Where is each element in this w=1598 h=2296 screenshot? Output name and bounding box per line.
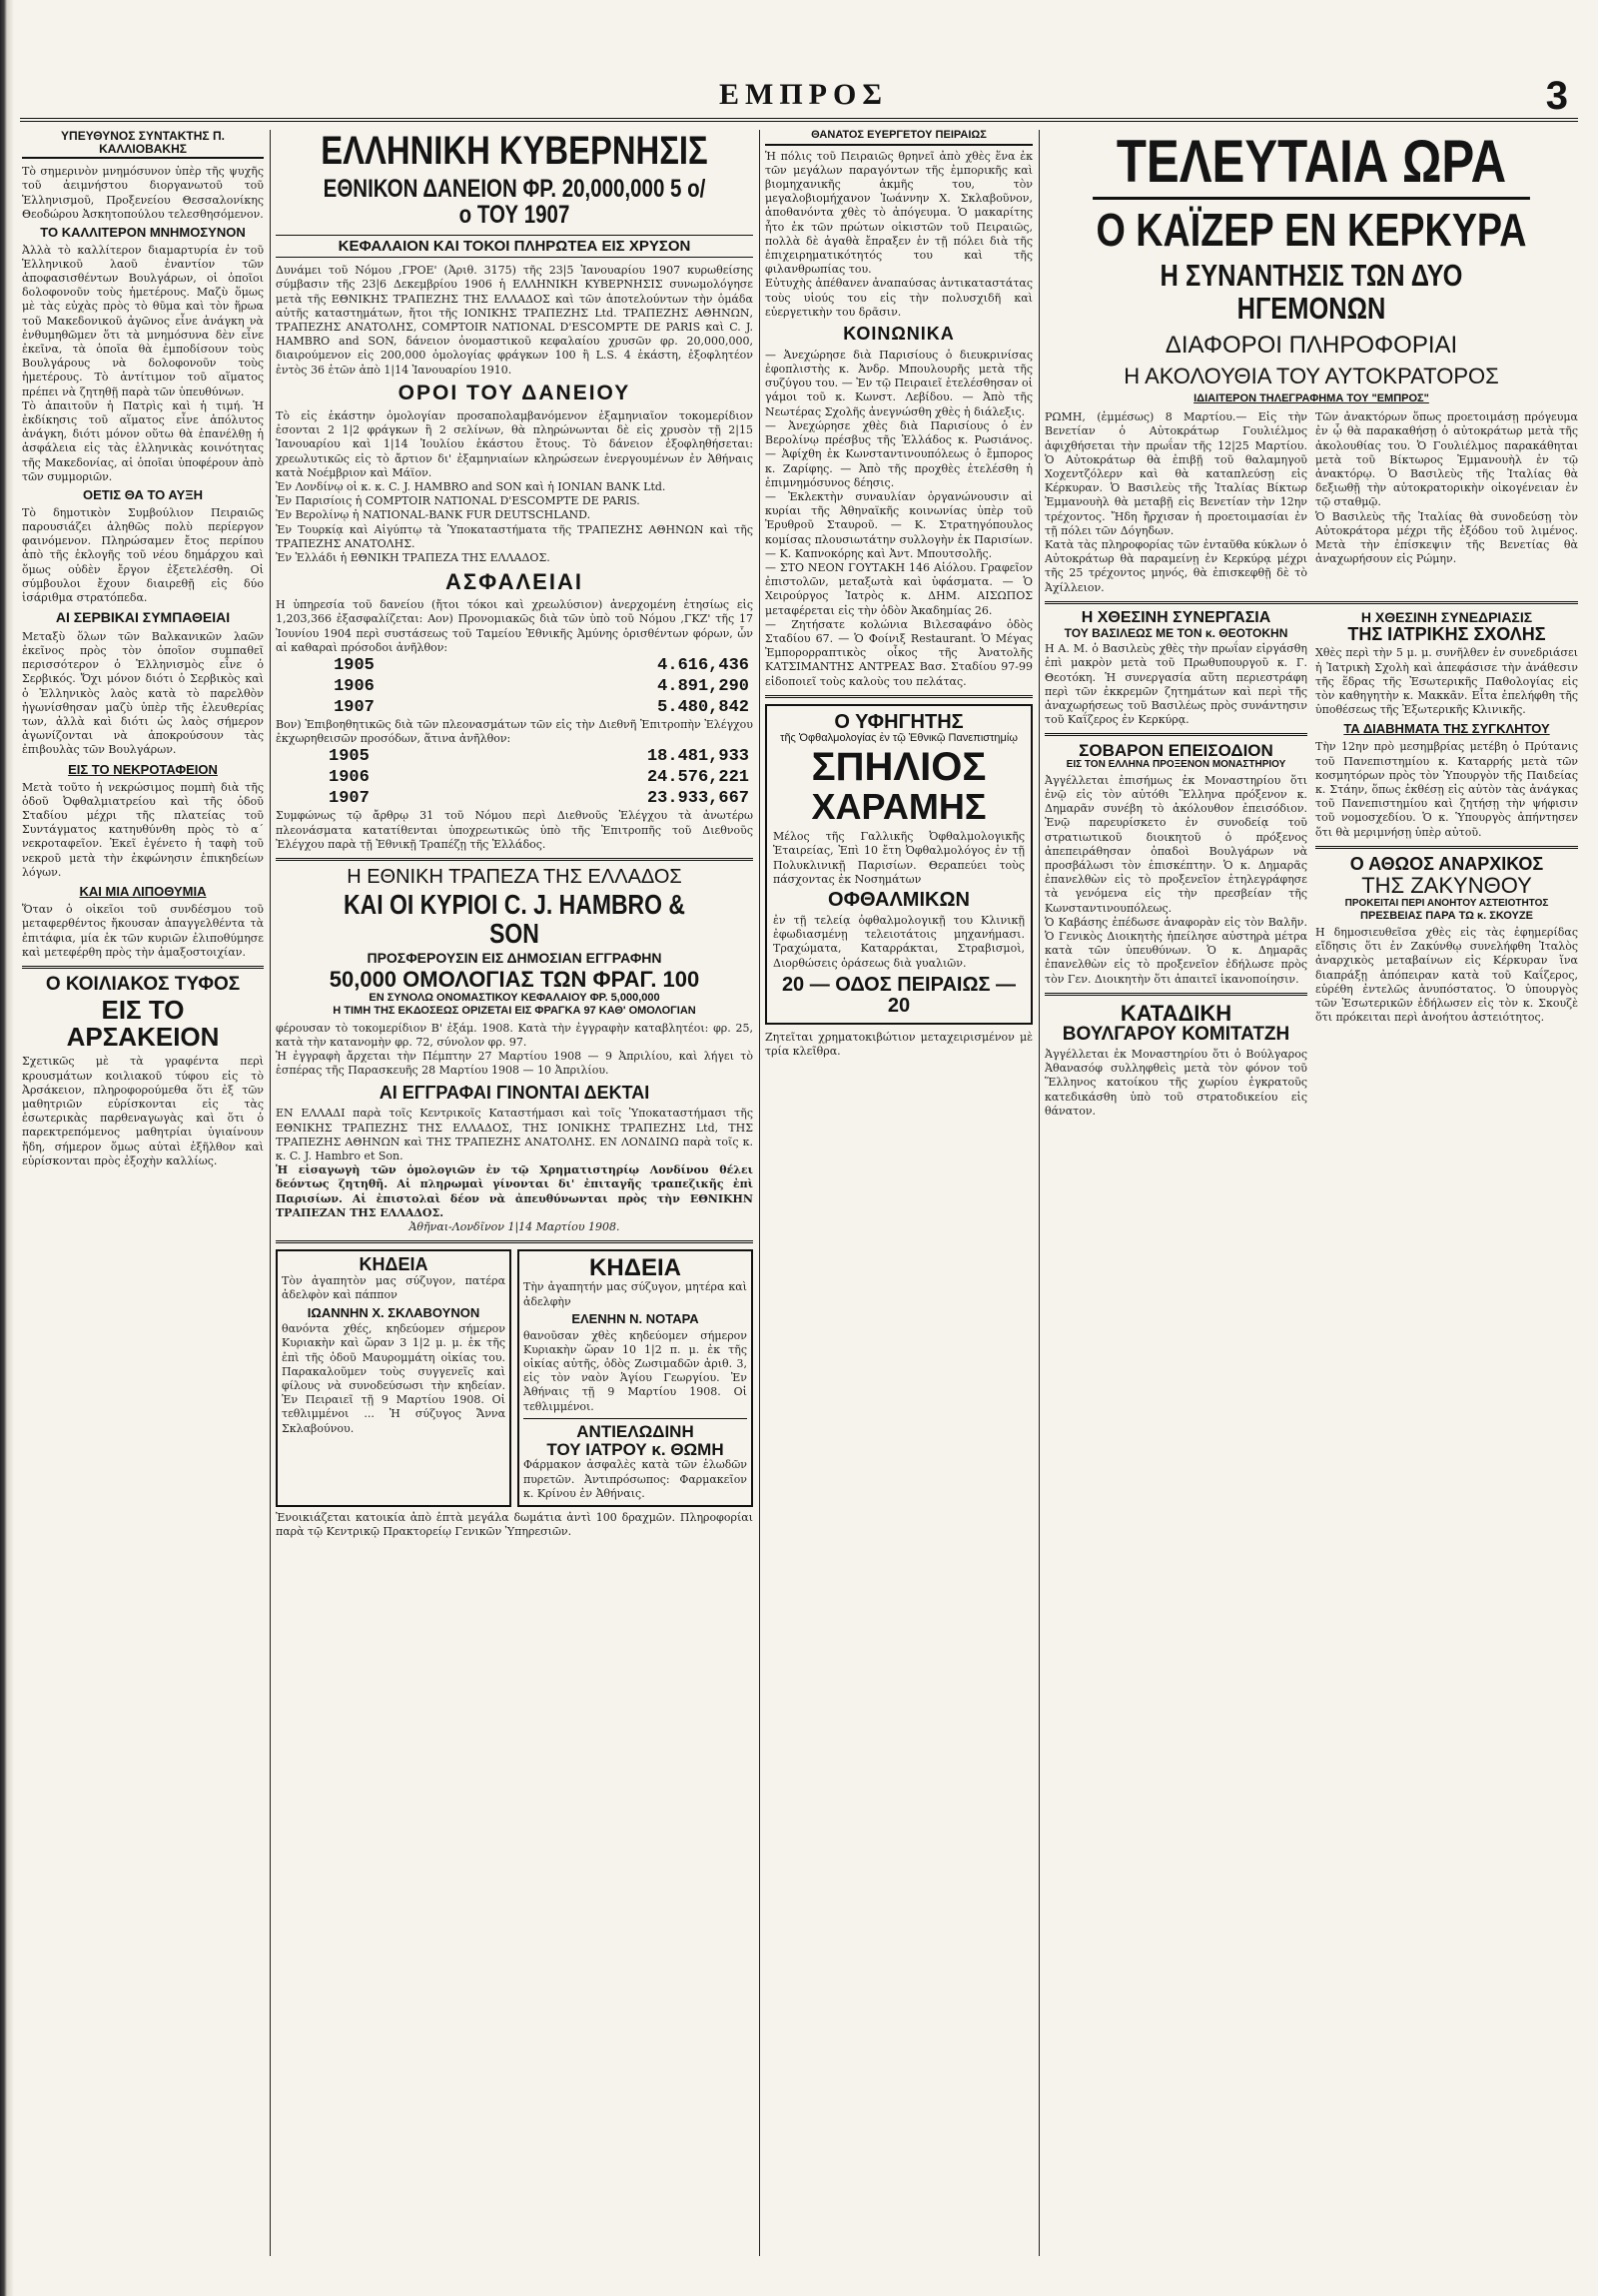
revenue-table bbox=[276, 655, 753, 718]
article-text: — Ζητήσατε κολώνια Βιλεσαφάνο ὁδὸς Σταδίου 67. — Ὁ Φοίνιξ Restaurant. Ὁ Μέγας Ἐμπορορραπτικὸς οἶκος τῆς Ἀνατολῆς ΚΑΤΣΙΜΑΝΤΗΣ ΑΝΤΡΕΑΣ Βασ. Σταδίου 97-99 εἰδοποιεῖ τοὺς καλοὺς του πελάτας. bbox=[765, 617, 1033, 688]
section-heading: ΚΟΙΝΩΝΙΚΑ bbox=[843, 323, 955, 344]
year-cell: 1906 bbox=[334, 677, 375, 697]
article-text: Ἀλλὰ τὸ καλλίτερον διαμαρτυρία ἐν τοῦ Ἑλληνικοῦ λαοῦ ἐναντίον τῶν ἀποφασισθέντων Βουλγάρων, οἱ ὁποῖοι δολοφονοῦν τοὺς ἡμετέρους. Μαζὺ ὅμως μὲ τὰς εὐχὰς πρὸς τὸ θῦμα καὶ τὸν ἥρωα τοῦ Μακεδονικοῦ ἀγῶνος εἶνε ἀνάγκη νὰ ἐνθυμηθῶμεν ὅτι τὰ μνημόσυνα δὲν εἶνε ἐκεῖνα, τὰ ὁποῖα θὰ ἐμποδίσουν τοὺς Βουλγάρους νὰ δολοφονοῦν τοὺς ἡμετέρους. Τὸ ἀντίτιμον τοῦ αἵματος πρέπει νὰ ζητηθῇ παρὰ τῶν ὑπευθύνων. bbox=[22, 243, 264, 398]
notice-text: Τὴν ἀγαπητήν μας σύζυγον, μητέρα καὶ ἀδελφὴν bbox=[523, 1280, 747, 1308]
article-text: Σχετικῶς μὲ τὰ γραφέντα περὶ κρουσμάτων κοιλιακοῦ τύφου εἰς τὸ Ἀρσάκειον, πληροφορούμεθα ὅτι ἐξ τῶν μαθητριῶν εὑρίσκονται εἰς τὰς ἐσωτερικὰς παρθεναγωγὰς καὶ ὅτι ὁ παρεκτρεπόμενος μαθητρίαι ὑγιαίνουν ἤδη, σήμερον ὅμως αὐταὶ ἐξῆλθον καὶ εὑρίσκονται πρὸς ἐξοχὴν καλλίως. bbox=[22, 1055, 264, 1167]
article-subheading: ΕΙΣ ΤΟ ΝΕΚΡΟΤΑΦΕΙΟΝ bbox=[68, 761, 218, 777]
article-subheading: ΕΙΣ ΤΟΝ ΕΛΛΗΝΑ ΠΡΟΞΕΝΟΝ ΜΟΝΑΣΤΗΡΙΟΥ bbox=[1066, 759, 1286, 771]
ad-headline: Η ΕΘΝΙΚΗ ΤΡΑΠΕΖΑ ΤΗΣ ΕΛΛΑΔΟΣ bbox=[347, 866, 682, 889]
funeral-notices bbox=[276, 1249, 753, 1507]
ad-headline: ΣΠΗΛΙΟΣ bbox=[811, 745, 987, 790]
article-text: Ὁ Βασιλεὺς τῆς Ἰταλίας θὰ συνοδεύσῃ τὸν Αὐτοκράτορα μέχρι τῆς ἐξόδου τοῦ λιμένος. Μετὰ τὴν ἐπίσκεψιν τῆς Βενετίας θὰ ἀναχωρήσουν εἰς Ρώμην. bbox=[1315, 509, 1578, 566]
ad-subheading: Η ΤΙΜΗ ΤΗΣ ΕΚΔΟΣΕΩΣ ΟΡΙΖΕΤΑΙ ΕΙΣ ΦΡΑΓΚΑ 97 ΚΑΘ' ΟΜΟΛΟΓΙΑΝ bbox=[333, 1005, 696, 1018]
article-text: Τὸ ἀπαιτοῦν ἡ Πατρὶς καὶ ἡ τιμή. Ἡ ἐκδίκησις τοῦ αἵματος εἶνε ἀπόλυτος ἀνάγκη, διότι μόνον οὕτω θὰ ἐπανέλθῃ ἡ ἀσφάλεια εἰς τὰς ἐλληνικὰς κοινότητας τῆς Μακεδονίας, αἱ ὁποῖαι ὑποφέρουν ἀπὸ τῶν συμμοριῶν. bbox=[22, 398, 264, 483]
ad-headline: ΧΑΡΑΜΗΣ bbox=[811, 786, 987, 828]
ad-text: φέρουσαν τὸ τοκομερίδιον Β' ἐξάμ. 1908. Κατὰ τὴν ἐγγραφὴν καταβλητέοι: φρ. 25, κατὰ τὴν κατανομὴν φρ. 72, σύνολον φρ. 97. bbox=[276, 1021, 753, 1049]
article-headline: ΚΑΤΑΔΙΚΗ bbox=[1120, 1000, 1232, 1026]
article-text: Εὐτυχὴς ἀπέθανεν ἀναπαύσας ἀντικαταστάτας τοὺς υἱούς του εἰς τὴν πολυσχιδῆ καὶ εὐεργετικὴν του δρᾶσιν. bbox=[765, 277, 1033, 319]
telegram-label: ΙΔΙΑΙΤΕΡΟΝ ΤΗΛΕΓΡΑΦΗΜΑ ΤΟΥ "ΕΜΠΡΟΣ" bbox=[1194, 391, 1429, 404]
article-text: Μεταξὺ ὅλων τῶν Βαλκανικῶν λαῶν ἐκεῖνος πρὸς τὸν ὁποῖον συμπαθεῖ περισσότερον ὁ Ἑλληνισμὸς εἶνε ὁ Σερβικός. Ὄχι μόνον διότι ὁ Σερβικὸς καὶ ὁ Ἑλληνικὸς λαὸς κατὰ τὸ παρελθὸν ἠγωνίσθησαν μαζὺ ὑπὲρ τῆς ἐλευθερίας των, ἀλλὰ καὶ διότι ὡς λαὸς σήμερον ἀγωνίζονται νὰ ἀποκρούσουν τὰς ἐπιβουλὰς τῶν Βουλγάρων. bbox=[22, 629, 264, 757]
table-row bbox=[276, 788, 753, 809]
notice-title: ΚΗΔΕΙΑ bbox=[359, 1254, 428, 1275]
article-headline: Ο ΚΑΪΖΕΡ ΕΝ ΚΕΡΚΥΡΑ bbox=[1096, 204, 1527, 256]
list-item: Ἐν Τουρκίᾳ καὶ Αἰγύπτῳ τὰ Ὑποκαταστήματα τῆς ΤΡΑΠΕΖΗΣ ΑΘΗΝΩΝ καὶ τῆς ΤΡΑΠΕΖΗΣ ΑΝΑΤΟΛΗΣ. bbox=[276, 522, 753, 550]
article-headline: ΣΟΒΑΡΟΝ ΕΠΕΙΣΟΔΙΟΝ bbox=[1079, 741, 1273, 761]
value-cell: 24.576,221 bbox=[646, 768, 749, 788]
text-subcolumn bbox=[1045, 410, 1307, 595]
ad-headline: ΤΟΥ ΙΑΤΡΟΥ κ. ΘΩΜΗ bbox=[546, 1439, 724, 1459]
value-cell: 4.616,436 bbox=[657, 656, 749, 676]
column-rule bbox=[1039, 130, 1040, 2256]
classified-text: Ζητεῖται χρηματοκιβώτιον μεταχειρισμένον μὲ τρία κλεῖθρα. bbox=[765, 1030, 1033, 1058]
doctor-ad bbox=[765, 704, 1033, 1025]
value-cell: 4.891,290 bbox=[657, 677, 749, 697]
article-text: Ὅταν ὁ οἰκεῖοι τοῦ συνδέσμου τοῦ μεταφερθέντος ἤκουσαν ἀπαγγελθέντα τὰ ἐπιτάφια, μία ἐκ τῶν κυριῶν ἐλιποθύμησε καὶ μετεφέρθη πρὸς τὴν ἀμαξοστοιχίαν. bbox=[22, 903, 264, 959]
ad-signature: Ἀθῆναι-Λονδῖνον 1|14 Μαρτίου 1908. bbox=[408, 1220, 620, 1234]
ad-headline: ΚΑΙ ΟΙ ΚΥΡΙΟΙ C. J. HAMBRO & SON bbox=[344, 889, 685, 950]
ad-subheading: ΠΡΟΣΦΕΡΟΥΣΙΝ ΕΙΣ ΔΗΜΟΣΙΑΝ ΕΓΓΡΑΦΗΝ bbox=[367, 949, 662, 966]
notice-text: θανοῦσαν χθὲς κηδεύομεν σήμερον Κυριακὴν ὥραν 10 1|2 π. μ. ἐκ τῆς οἰκίας αὐτῆς, ὁδὸς Ζωσιμαδῶν ἀριθ. 3, εἰς τὸν ναὸν Ἁγίου Γεωργίου. Ἐν Ἀθήναις τῇ 9 Μαρτίου 1908. Οἱ τεθλιμμένοι. bbox=[523, 1328, 747, 1413]
article-subheading: ΔΙΑΦΟΡΟΙ ΠΛΗΡΟΦΟΡΙΑΙ bbox=[1165, 332, 1458, 360]
divider bbox=[1045, 993, 1307, 996]
divider bbox=[276, 1240, 753, 1243]
article-subheading: ΤΟΥ ΒΑΣΙΛΕΩΣ ΜΕ ΤΟΝ κ. ΘΕΟΤΟΚΗΝ bbox=[1064, 625, 1288, 640]
year-cell: 1906 bbox=[329, 768, 370, 788]
column-rule bbox=[759, 130, 760, 2256]
article-headline: Η ΣΥΝΑΝΤΗΣΙΣ ΤΩΝ ΔΥΟ ΗΓΕΜΟΝΩΝ bbox=[1160, 258, 1463, 326]
article-subheading: ΠΡΟΚΕΙΤΑΙ ΠΕΡΙ ΑΝΟΗΤΟΥ ΑΣΤΕΙΟΤΗΤΟΣ bbox=[1344, 897, 1549, 909]
article-subheading: ΤΑ ΔΙΑΒΗΜΑΤΑ ΤΗΣ ΣΥΓΚΛΗΤΟΥ bbox=[1343, 721, 1550, 737]
notice-text: Τὸν ἀγαπητὸν μας σύζυγον, πατέρα ἀδελφὸν καὶ πάππον bbox=[282, 1274, 505, 1302]
article-heading: Ο ΚΟΙΛΙΑΚΟΣ ΤΥΦΟΣ bbox=[45, 973, 241, 995]
divider bbox=[765, 695, 1033, 698]
article-text: — Ἐκλεκτὴν συναυλίαν ὀργανώνουσιν αἱ κυρίαι τῆς Ἀθηναϊκῆς κοινωνίας ὑπὲρ τοῦ Ἐρυθροῦ Σταυροῦ. — Κ. Στρατηγόπουλος κομίσας πλουσιωτάτην συλλογὴν ἐκ Παρισίων. — Κ. Καπνοκόρης καὶ Ἀντ. Μπουτσολῆς. bbox=[765, 489, 1033, 560]
surplus-table bbox=[276, 746, 753, 809]
two-column-block bbox=[1045, 610, 1578, 1119]
table-row bbox=[276, 746, 753, 767]
ad-text: Φάρμακον ἀσφαλὲς κατὰ τῶν ἑλωδῶν πυρετῶν. Ἀντιπρόσωπος: Φαρμακεῖον κ. Κρίνου ἐν Ἀθήναις. bbox=[523, 1458, 747, 1500]
ad-subheading: ΚΕΦΑΛΑΙΟΝ ΚΑΙ ΤΟΚΟΙ ΠΛΗΡΩΤΕΑ ΕΙΣ ΧΡΥΣΟΝ bbox=[276, 235, 753, 259]
ad-text: Μέλος τῆς Γαλλικῆς Ὀφθαλμολογικῆς Ἑταιρείας, Ἐπὶ 10 ἔτη Ὀφθαλμολόγος ἐν τῇ Πολυκλινικῇ Παρισίων. Θεραπεύει τοὺς πάσχοντας ἐκ Νοσημάτων bbox=[773, 830, 1025, 886]
ad-text: ἐν τῇ τελείᾳ ὀφθαλμολογικῇ του Κλινικῇ ἐφωδιασμένῃ τελειοτάτοις μηχανήμασι. Τραχώματα, Καταρράκται, Στραβισμοὶ, Διορθώσεις ὁράσεως διὰ γυαλιῶν. bbox=[773, 913, 1025, 970]
ad-text: Τὸ εἰς ἑκάστην ὁμολογίαν προσαπολαμβανόμενον ἐξαμηνιαῖον τοκομερίδιον ἐσονται 2 1|2 φράγκων ἢ 2 σελίνων, θὰ πληρώνωνται δὲ εἰς χρυσὸν τῇ 2|15 Ἰανουαρίου καὶ 1|14 Ἰουλίου ἑκάστου ἔτους. Τὸ δάνειον ἐξοφληθήσεται: χρεωλυτικῶς εἰς τὸ ἄρτιον δι' ἐξαμηνιαίων κληρώσεων ἐνεργουμένων ἐν Ἀθήναις κατὰ Νοέμβριον καὶ Μάϊον. bbox=[276, 408, 753, 479]
ad-subheading: ΕΝ ΣΥΝΟΛΩ ΟΝΟΜΑΣΤΙΚΟΥ ΚΕΦΑΛΑΙΟΥ ΦΡ. 5,000,000 bbox=[369, 991, 660, 1004]
text-subcolumn bbox=[1315, 610, 1578, 1119]
article-subheading: ΚΑΙ ΜΙΑ ΛΙΠΟΘΥΜΙΑ bbox=[79, 884, 207, 900]
article-text: Χθὲς περὶ τὴν 5 μ. μ. συνῆλθεν ἐν συνεδριάσει ἡ Ἰατρικὴ Σχολὴ καὶ ἀπεφάσισε τὴν ἀνάθεσιν τῆς ἕδρας τῆς Ἐσωτερικῆς Παθολογίας εἰς τὸν καθηγητὴν κ. Μακκᾶν. Εἶτα ἐπελήφθη τῆς ὑποθέσεως τῆς Ἐξωτερικῆς Κλινικῆς. bbox=[1315, 646, 1578, 717]
article-subheading: ΒΟΥΛΓΑΡΟΥ ΚΟΜΙΤΑΤΖΗ bbox=[1062, 1023, 1290, 1045]
year-cell: 1905 bbox=[329, 747, 370, 767]
table-row bbox=[276, 676, 753, 697]
table-row bbox=[276, 767, 753, 788]
divider bbox=[1045, 733, 1307, 736]
ad-subheading: ΑΙ ΕΓΓΡΑΦΑΙ ΓΙΝΟΝΤΑΙ ΔΕΚΤΑΙ bbox=[379, 1082, 650, 1103]
article-text: Ἀγγέλλεται ἐκ Μοναστηρίου ὅτι ὁ Βούλγαρος Ἀθανασόφ συλληφθεὶς μετὰ τὸν φόνον τοῦ Ἕλληνος κατοίκου τῆς χωρίου ἐγκρατοῦς κατεδικάσθη ὑπὸ τοῦ στρατοδικείου εἰς θάνατον. bbox=[1045, 1047, 1307, 1118]
article-heading: ΤΟ ΚΑΛΛΙΤΕΡΟΝ ΜΝΗΜΟΣΥΝΟΝ bbox=[40, 225, 246, 240]
article-text: Τὴν 12ην πρὸ μεσημβρίας μετέβη ὁ Πρύτανις τοῦ Πανεπιστημίου κ. Καταρρής μετὰ τῶν κοσμητόρων πρὸς τὸν Ὑπουργὸν τῆς Παιδείας κ. Στάην, ὅπως ἐκθέσῃ εἰς αὐτὸν τὰς ἀνάγκας τοῦ Πανεπιστημίου καὶ ζητήσῃ τὴν ψήφισιν τοῦ νομοσχεδίου. Ὁ κ. Ὑπουργὸς ἀπήντησεν ὅτι θὰ μεριμνήσῃ ὑπὲρ αὐτοῦ. bbox=[1315, 740, 1578, 839]
article-headline: Η ΧΘΕΣΙΝΗ ΣΥΝΕΔΡΙΑΣΙΣ bbox=[1360, 608, 1533, 625]
text-subcolumn bbox=[1315, 410, 1578, 595]
ad-text: Δυνάμει τοῦ Νόμου ,ΓΡΟΕ' (Ἀριθ. 3175) τῆς 23|5 Ἰανουαρίου 1907 κυρωθείσης σύμβασιν τῆς 23|6 Δεκεμβρίου 1906 ἡ ΕΛΛΗΝΙΚΗ ΚΥΒΕΡΝΗΣΙΣ συνωμολόγησε μετὰ τῆς ΕΘΝΙΚΗΣ ΤΡΑΠΕΖΗΣ ΤΗΣ ΕΛΛΑΔΟΣ καὶ τῶν ἀποτελούντων τὴν ὁμάδα αὐτῆς καταστημάτων, ἤτοι τῆς ΙΟΝΙΚΗΣ ΤΡΑΠΕΖΗΣ Ltd. ΤΡΑΠΕΖΗΣ ΑΘΗΝΩΝ, ΤΡΑΠΕΖΗΣ ΑΝΑΤΟΛΗΣ, COMPTOIR NATIONAL D'ESCOMPTE DE PARIS καὶ C. J. HAMBRO and SON, δάνειον ὀνομαστικοῦ κεφαλαίου χρυσῶν φρ. 20,000,000, διαιρούμενον εἰς 200,000 ὁμολογίας φράγκων 100 ἢ L.S. 4 ἑκάστη, ἐξοφλητέον ἐντὸς 36 ἐτῶν ἀπὸ 1|14 Ἰανουαρίου 1910. bbox=[276, 264, 753, 377]
deceased-name: ΙΩΑΝΝΗΝ Χ. ΣΚΛΑΒΟΥΝΟΝ bbox=[307, 1304, 480, 1320]
ad-subheading: τῆς Ὀφθαλμολογίας ἐν τῷ Ἐθνικῷ Πανεπιστημίῳ bbox=[780, 731, 1018, 744]
article-text: Μετὰ τοῦτο ἡ νεκρώσιμος πομπὴ διὰ τῆς ὁδοῦ Ὀφθαλμιατρείου καὶ τῆς ὁδοῦ Σταδίου μέχρι τῆς πλατείας τοῦ Συντάγματος κατηυθύνθη πρὸς τὸ α΄ νεκροταφεῖον. Ἐκεῖ ἐγένετο ἡ ταφὴ τοῦ νεκροῦ μετὰ τὴν ἐκφώνησιν ἐπικηδείων λόγων. bbox=[22, 780, 264, 879]
binding-edge bbox=[0, 0, 14, 2296]
value-cell: 18.481,933 bbox=[646, 747, 749, 767]
two-column-block bbox=[1045, 410, 1578, 595]
ad-headline: ΟΦΘΑΛΜΙΚΩΝ bbox=[828, 888, 970, 911]
deceased-name: ΕΛΕΝΗΝ Ν. ΝΟΤΑΡΑ bbox=[571, 1310, 699, 1326]
article-text: — ΣΤΟ ΝΕΟΝ ΓΟΥΤΑΚΗ 146 Αἰόλου. Γραφεῖον ἐπιστολῶν, μεταξωτὰ καὶ ὑφάσματα. — Ὁ Χειρούργος Ἰατρὸς κ. ΔΗΜ. ΑΙΣΩΠΟΣ μεταφέρεται εἰς τὴν ὁδὸν Ἀκαδημίας 26. bbox=[765, 560, 1033, 617]
ad-text: Ἡ ἐγγραφὴ ἄρχεται τὴν Πέμπτην 27 Μαρτίου 1908 — 9 Ἀπριλίου, καὶ λήγει τὸ ἑσπέρας τῆς Παρασκευῆς 28 Μαρτίου 1908 — 10 Ἀπριλίου. bbox=[276, 1050, 753, 1078]
article-heading: ΟΕΤΙΣ ΘΑ ΤΟ ΑΥΞΗ bbox=[82, 487, 204, 503]
article-text: Τὸ σημερινὸν μνημόσυνον ὑπὲρ τῆς ψυχῆς τοῦ ἀειμνήστου διοργανωτοῦ τοῦ Ἑλληνισμοῦ, Προξενείου Θεσσαλονίκης Θεοδώρου Ἀσκητοπούλου τελεσθησόμενον. bbox=[22, 165, 264, 221]
article-subheading: ΠΡΕΣΒΕΙΑΣ ΠΑΡΑ ΤΩ κ. ΣΚΟΥΖΕ bbox=[1360, 910, 1533, 923]
list-item: Ἐν Βερολίνῳ ἡ NATIONAL-BANK FUR DEUTSCHLAND. bbox=[276, 508, 591, 522]
ad-headline: ΕΘΝΙΚΟΝ ΔΑΝΕΙΟΝ ΦΡ. 20,000,000 5 ο/ο ΤΟΥ 1907 bbox=[323, 175, 706, 230]
ad-subheading: ΑΣΦΑΛΕΙΑΙ bbox=[445, 569, 583, 595]
section-headline: ΤΕΛΕΥΤΑΙΑ ΩΡΑ bbox=[1093, 130, 1530, 200]
ad-text: Βον) Ἐπιβοηθητικῶς διὰ τῶν πλεονασμάτων τῶν εἰς τὴν Διεθνῆ Ἐπιτροπὴν Ἐλέγχου ἐκχωρηθεισῶν προσόδων, ἅτινα ἀνῆλθον: bbox=[276, 718, 753, 746]
article-heading: ΘΑΝΑΤΟΣ ΕΥΕΡΓΕΤΟΥ ΠΕΙΡΑΙΩΣ bbox=[765, 130, 1033, 146]
ad-text: Συμφώνως τῷ ἄρθρῳ 31 τοῦ Νόμου περὶ Διεθνοῦς Ἐλέγχου τὰ ἀνωτέρω πλεονάσματα κατατίθενται ὑποχρεωτικῶς ὑπὸ τῆς Ἐπιτροπῆς τοῦ Διεθνοῦς Ἐλέγχου παρὰ τῇ Ἐθνικῇ Τραπέζῃ τῆς Ἑλλάδος. bbox=[276, 809, 753, 851]
table-row bbox=[276, 697, 753, 718]
page-number: 3 bbox=[1545, 74, 1568, 118]
column-editorial bbox=[22, 130, 264, 2256]
ad-text: Η ὑπηρεσία τοῦ δανείου (ἤτοι τόκοι καὶ χρεωλύσιον) ἀνερχομένη ἐτησίως εἰς 1,203,366 ἐξασφαλίζεται: Αον) Προνομιακῶς διὰ τῶν ὑπὸ τοῦ Νόμου ,ΓΚΖ' τῆς 17 Ἰουνίου 1904 περὶ συστάσεως τοῦ Ταμείου Ἐθνικῆς Ἀμύνης ὁρισθέντων φόρων, ὧν αἱ καθαραὶ πρόσοδοι ἀνῆλθον: bbox=[276, 598, 753, 654]
list-item: Ἐν Λονδίνῳ οἱ κ. κ. C. J. HAMBRO and SON καὶ ἡ IONIAN BANK Ltd. bbox=[276, 479, 666, 493]
newspaper-title: ΕΜΠΡΟΣ bbox=[719, 78, 888, 111]
classified-text: Ἐνοικιάζεται κατοικία ἀπὸ ἑπτὰ μεγάλα δωμάτια ἀντὶ 100 δραχμῶν. Πληροφορίαι παρὰ τῷ Κεντρικῷ Πρακτορείῳ Γενικῶν Ὑπηρεσιῶν. bbox=[276, 1511, 753, 1539]
article-text: Τὸ δημοτικὸν Συμβούλιον Πειραιῶς παρουσιάζει ἀληθῶς πολὺ περίεργον φαινόμενον. Πληρώσαμεν ἔτος περίπου ἀπὸ τῆς ἐκλογῆς τοῦ νέου δημάρχου καὶ ὅμως οὐδὲν ἔργον ἐξετελέσθη. Οἱ σύμβουλοι ἔχουν διαιρεθῇ εἰς δύο ἰσάριθμα στρατόπεδα. bbox=[22, 505, 264, 604]
article-text: Ὁ Καβάσης ἐπέδωσε ἀναφορὰν εἰς τὸν Βαλῆν. Ὁ Γενικὸς Διοικητὴς ἠπείλησε αὐστηρὰ μέτρα κατὰ τῶν ὑπευθύνων. Ὁ κ. Δημαρᾶς ἐπανελθὼν εἰς τὸ προξενεῖον ἐδήλωσε πρὸς τὸν Γεν. Διοικητὴν ὅτι ἀπαιτεῖ ἱκανοποίησιν. bbox=[1045, 915, 1307, 986]
ad-text: ΕΝ ΕΛΛΑΔΙ παρὰ τοῖς Κεντρικοῖς Καταστήμασι καὶ τοῖς Ὑποκαταστήμασι τῆς ΕΘΝΙΚΗΣ ΤΡΑΠΕΖΗΣ ΤΗΣ ΕΛΛΑΔΟΣ, ΤΗΣ ΙΟΝΙΚΗΣ ΤΡΑΠΕΖΗΣ Ltd, ΤΗΣ ΤΡΑΠΕΖΗΣ ΑΘΗΝΩΝ καὶ ΤΗΣ ΤΡΑΠΕΖΗΣ ΑΝΑΤΟΛΗΣ. ΕΝ ΛΟΝΔΙΝΩ παρὰ τοῖς κ. κ. C. J. Hambro et Son. bbox=[276, 1107, 753, 1163]
article-subheading: Η ΑΚΟΛΟΥΘΙΑ ΤΟΥ ΑΥΤΟΚΡΑΤΟΡΟΣ bbox=[1124, 363, 1499, 388]
paying-agents-list bbox=[276, 480, 753, 565]
article-text: Η δημοσιευθεῖσα χθὲς εἰς τὰς ἐφημερίδας εἴδησις ὅτι ἐν Ζακύνθῳ συνελήφθη Ἰταλὸς ἀναρχικὸς μεταβαίνων εἰς Κέρκυραν ἵνα διαπράξῃ ἀπόπειραν κατὰ τοῦ Καΐζερος, εὑρέθη ἐντελῶς ἀνυπόστατος. Ὁ ὑπουργὸς τῶν Ἐσωτερικῶν ἐδήλωσεν εἰς τὸν κ. Σκουζὲ ὅτι πρόκειται περὶ ἀνοήτου ἀστειότητος. bbox=[1315, 925, 1578, 1025]
article-text: ΡΩΜΗ, (ἐμμέσως) 8 Μαρτίου.— Εἰς τὴν Βενετίαν ὁ Αὐτοκράτωρ Γουλιέλμος ἀφιχθήσεται τὴν πρωΐαν τῆς 12|25 Μαρτίου. Ὁ Αὐτοκράτωρ θὰ ἐπιβῇ τοῦ θαλαμηγοῦ Χοχεντζόλερν καὶ θὰ καταπλεύσῃ εἰς Κέρκυραν. Ὁ Βασιλεὺς τῆς Ἰταλίας Βίκτωρ Ἐμμανουὴλ θὰ μεταβῇ εἰς Βενετίαν τὴν 12ην τρέχοντος. Ἤδη ἤρχισαν ἡ προετοιμασίαι ἐν τῇ πόλει τῶν Δόγηδων. bbox=[1045, 410, 1307, 537]
article-heading: ΑΙ ΣΕΡΒΙΚΑΙ ΣΥΜΠΑΘΕΙΑΙ bbox=[55, 609, 231, 626]
notice-title: ΚΗΔΕΙΑ bbox=[589, 1254, 681, 1282]
masthead bbox=[20, 74, 1578, 122]
article-text: Τῶν ἀνακτόρων ὅπως προετοιμάσῃ πρόγευμα ἐν ᾧ θὰ παρακαθήσῃ ὁ αὐτοκράτωρ μετὰ τῆς ἀκολουθίας του. Ὁ Γουλιέλμος παρακάθηται μετὰ τοῦ Βίκτωρος Ἐμμανουὴλ ἐν τῷ ἀνακτόρῳ. Ὁ Βασιλεὺς τῆς Ἰταλίας θὰ δεξιωθῇ τὴν αὐτοκρατορικὴν οἰκογένειαν ἐν τῷ σταθμῷ. bbox=[1315, 410, 1578, 509]
ad-headline: ΑΝΤΙΕΛΩΔΙΝΗ bbox=[576, 1421, 694, 1441]
article-headline: Ο ΑΘΩΟΣ ΑΝΑΡΧΙΚΟΣ bbox=[1349, 853, 1544, 874]
article-text: Η Α. Μ. ὁ Βασιλεὺς χθὲς τὴν πρωΐαν εἰργάσθη ἐπὶ μακρὸν μετὰ τοῦ Πρωθυπουργοῦ κ. Γ. Θεοτόκη. Ἡ συνεργασία αὕτη περιεστράφη περὶ τῶν ἐκκρεμῶν ζητημάτων καὶ περὶ τῆς ἀναχωρήσεως τοῦ Βασιλέως πρὸς συνάντησιν τοῦ Καΐζερος ἐν Κερκύρᾳ. bbox=[1045, 642, 1307, 727]
article-subheading: ΤΗΣ ΙΑΤΡΙΚΗΣ ΣΧΟΛΗΣ bbox=[1347, 623, 1546, 644]
value-cell: 5.480,842 bbox=[657, 698, 749, 718]
article-text: Ἀγγέλλεται ἐπισήμως ἐκ Μοναστηρίου ὅτι ἐνῷ εἰς τὸν αὐτόθι Ἕλληνα πρόξενον κ. Δημαρᾶν συνέβη τὸ ἀκόλουθον ἐπεισόδιον. Ἐνῷ παρευρίσκετο ἐν συνοδείᾳ τοῦ στρατιωτικοῦ διοικητοῦ ὁ πρόξενος ἀπεπειράθησαν ὀπαδοὶ Βουλγάρων νὰ προσβάλωσι τὸν ἐπισκέπτην. Ὁ κ. Δημαρᾶς ἐπανελθὼν εἰς τὸ προξενεῖον ἐτηλεγράφησε τὰ γενόμενα εἰς τὴν πρεσβείαν τῆς Κωνσταντινουπόλεως. bbox=[1045, 773, 1307, 915]
funeral-notice bbox=[276, 1249, 511, 1507]
article-heading: ΕΙΣ ΤΟ ΑΡΣΑΚΕΙΟΝ bbox=[66, 994, 220, 1053]
divider bbox=[22, 966, 264, 969]
year-cell: 1907 bbox=[329, 789, 370, 809]
ad-address: 20 — ΟΔΟΣ ΠΕΙΡΑΙΩΣ — 20 bbox=[781, 973, 1017, 1017]
article-headline: Η ΧΘΕΣΙΝΗ ΣΥΝΕΡΓΑΣΙΑ bbox=[1081, 608, 1271, 626]
table-row bbox=[276, 655, 753, 676]
column-rule bbox=[270, 130, 271, 2256]
funeral-notice bbox=[517, 1249, 753, 1507]
ad-headline: Ο ΥΦΗΓΗΤΗΣ bbox=[834, 710, 964, 733]
article-headline: ΤΗΣ ΖΑΚΥΝΘΟΥ bbox=[1361, 872, 1532, 898]
article-text: — Ἀνεχώρησε διὰ Παρισίους ὁ διευκρινίσας ἐφοπλιστὴς κ. Ἀνδρ. Μπουλουρῆς μετὰ τῆς συζύγου του. — Ἐν τῷ Πειραιεῖ ἐτελέσθησαν οἱ γάμοι τοῦ κ. Κωνστ. Λεβίδου. — Ἀπὸ τῆς Νεωτέρας Σχολῆς ἀνεγνώσθη χθὲς ἡ διάλεξις. bbox=[765, 348, 1033, 418]
list-item: Ἐν Παρισίοις ἡ COMPTOIR NATIONAL D'ESCOMPTE DE PARIS. bbox=[276, 494, 640, 508]
value-cell: 23.933,667 bbox=[646, 789, 749, 809]
divider bbox=[523, 1418, 747, 1419]
text-subcolumn bbox=[1045, 610, 1307, 1119]
divider bbox=[1315, 846, 1578, 849]
ad-text: Ἡ εἰσαγωγὴ τῶν ὁμολογιῶν ἐν τῷ Χρηματιστηρίῳ Λονδίνου θέλει δεόντως ζητηθῆ. Αἱ πληρωμαὶ γίνονται δι' ἐπιταγῆς τραπεζικῆς ἐπὶ Παρισίων. Αἱ ἐπιστολαὶ δέον νὰ ἀπευθύνωνται πρὸς τὴν ΕΘΝΙΚΗΝ ΤΡΑΠΕΖΑΝ ΤΗΣ ΕΛΛΑΔΟΣ. bbox=[276, 1163, 753, 1219]
year-cell: 1905 bbox=[334, 656, 375, 676]
article-text: Κατὰ τὰς πληροφορίας τῶν ἐνταῦθα κύκλων ὁ Αὐτοκράτωρ θὰ παραμείνῃ ἐν Κερκύρᾳ μέχρι τῆς 25 τρέχοντος μηνός, θὰ ἐπισκεφθῇ δὲ τὸ Ἀχίλλειον. bbox=[1045, 538, 1307, 594]
list-item: Ἐν Ἑλλάδι ἡ ΕΘΝΙΚΗ ΤΡΑΠΕΖΑ ΤΗΣ ΕΛΛΑΔΟΣ. bbox=[276, 550, 550, 564]
divider bbox=[1045, 601, 1578, 604]
editor-credit: ΥΠΕΥΘΥΝΟΣ ΣΥΝΤΑΚΤΗΣ Π. ΚΑΛΛΙΟΒΑΚΗΣ bbox=[22, 130, 264, 159]
column-latest-news bbox=[1045, 130, 1578, 2256]
ad-headline: 50,000 ΟΜΟΛΟΓΙΑΣ ΤΩΝ ΦΡΑΓ. 100 bbox=[329, 966, 700, 992]
article-text: — Ἀνεχώρησε χθὲς διὰ Παρισίους ὁ ἐν Βερολίνῳ πρέσβυς τῆς Ἑλλάδος κ. Ρωσιάνος. — Ἀφίχθη ἐκ Κωνσταντινουπόλεως ὁ ἔμπορος κ. Ζαρίφης. — Ἀπὸ τῆς προχθὲς ἐτελέσθη ἡ ἐπιμνημόσυνος δέησις. bbox=[765, 418, 1033, 489]
ad-subheading: ΟΡΟΙ ΤΟΥ ΔΑΝΕΙΟΥ bbox=[398, 381, 631, 404]
article-text: Ἡ πόλις τοῦ Πειραιῶς θρηνεῖ ἀπὸ χθὲς ἕνα ἐκ τῶν μεγάλων παραγόντων τῆς ἐμπορικῆς καὶ βιομηχανικῆς ἀκμῆς του, τὸν μεγαλοβιομήχανον Ἰωάννην Χ. Σκλαβοῦνον, ἀποθανόντα χθὲς τὸ ἀπόγευμα. Ὁ μακαρίτης ἦτο ἐκ τῶν πρώτων οἰκιστῶν τοῦ Πειραιῶς, πολλὰ δὲ ἀγαθὰ ἔπραξεν ἐν τῇ πόλει διὰ τῆς ἐπιχειρηματικότητός του καὶ τῆς φιλανθρωπίας του. bbox=[765, 149, 1033, 277]
notice-text: θανόντα χθές, κηδεύομεν σήμερον Κυριακὴν καὶ ὥραν 3 1|2 μ. μ. ἐκ τῆς ἐπὶ τῆς ὁδοῦ Μαυρομμάτη οἰκίας του. Παρακαλοῦμεν τοὺς συγγενεῖς καὶ φίλους νὰ συνοδεύσωσι τὴν κηδείαν. Ἐν Πειραιεῖ τῇ 9 Μαρτίου 1908. Οἱ τεθλιμμένοι ... Ἡ σύζυγος Ἄννα Σκλαβούνου. bbox=[282, 1322, 505, 1435]
year-cell: 1907 bbox=[334, 698, 375, 718]
column-news bbox=[765, 130, 1033, 2256]
column-loan-ad bbox=[276, 130, 753, 2256]
divider bbox=[276, 858, 753, 861]
ad-headline: ΕΛΛΗΝΙΚΗ ΚΥΒΕΡΝΗΣΙΣ bbox=[321, 130, 708, 173]
